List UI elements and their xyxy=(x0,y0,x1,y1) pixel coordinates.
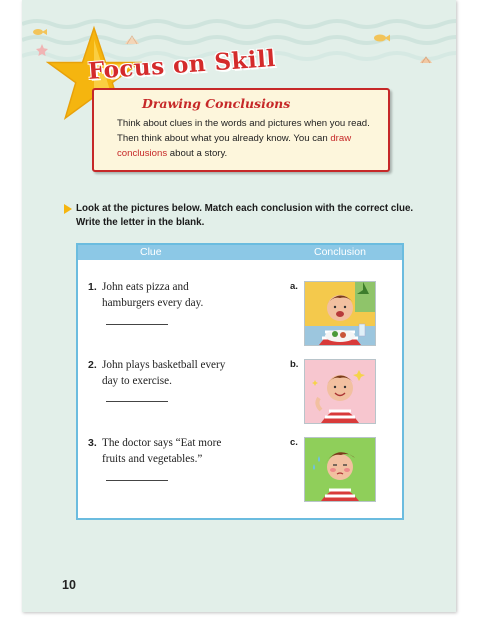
skill-text-part: about a story. xyxy=(167,148,228,159)
answer-blank[interactable] xyxy=(106,324,168,325)
answer-blank[interactable] xyxy=(106,480,168,481)
picture-sick xyxy=(304,437,376,502)
workbook-page xyxy=(22,0,456,612)
clue-line: fruits and vegetables.” xyxy=(102,453,203,465)
conclusion-letter: a. xyxy=(290,281,298,292)
row-number: 3. xyxy=(88,437,97,449)
picture-healthy xyxy=(304,359,376,424)
clue-line: hamburgers every day. xyxy=(102,297,204,309)
instructions xyxy=(76,202,416,230)
instructions-line: Look at the pictures below. Match each conclusion with the correct clue. xyxy=(76,203,414,214)
picture-eating xyxy=(304,281,376,346)
matching-table xyxy=(76,243,404,520)
clue-text xyxy=(102,435,242,467)
skill-box xyxy=(92,88,390,172)
clue-line: day to exercise. xyxy=(102,375,172,387)
skill-text-part: Think about clues in the words and pictures when you read. Then think about what you already know. You can xyxy=(117,118,370,144)
clue-text xyxy=(102,357,242,389)
page-number: 10 xyxy=(62,578,76,592)
skill-highlight: draw conclusions xyxy=(117,133,352,159)
header-clue: Clue xyxy=(140,246,162,258)
header-conclusion: Conclusion xyxy=(314,246,366,258)
table-header xyxy=(78,245,402,260)
clue-line: John plays basketball every xyxy=(102,359,226,371)
clue-line: The doctor says “Eat more xyxy=(102,437,222,449)
skill-description xyxy=(117,116,381,161)
clue-line: John eats pizza and xyxy=(102,281,189,293)
answer-blank[interactable] xyxy=(106,401,168,402)
skill-title: Drawing Conclusions xyxy=(142,96,291,111)
row-number: 2. xyxy=(88,359,97,371)
conclusion-letter: c. xyxy=(290,437,298,448)
fish-icon xyxy=(33,29,47,35)
clue-text xyxy=(102,279,242,311)
instructions-line: Write the letter in the blank. xyxy=(76,217,205,228)
arrow-bullet-icon xyxy=(64,204,72,214)
row-number: 1. xyxy=(88,281,97,293)
fish-icon xyxy=(374,35,390,42)
banner-title: Focus on Skill xyxy=(87,44,277,85)
conclusion-letter: b. xyxy=(290,359,299,370)
